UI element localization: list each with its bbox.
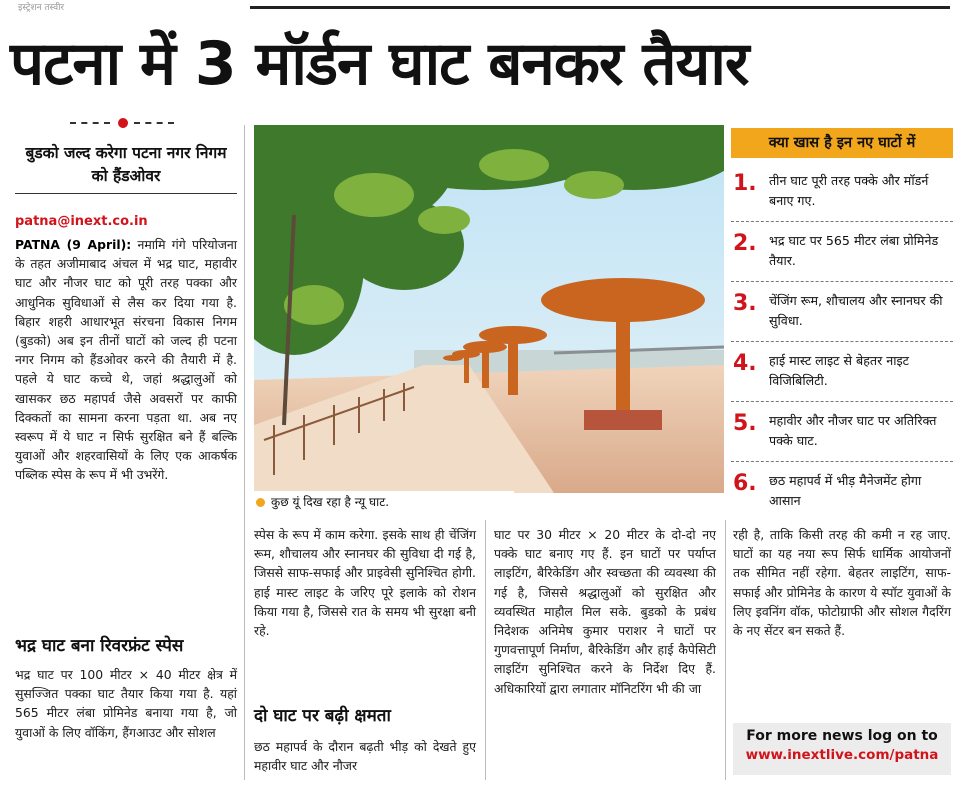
kicker: बुडको जल्द करेगा पटना नगर निगम को हैंडओवर [25,144,227,185]
photo-caption [254,491,514,513]
highlight-number: 1. [733,171,757,196]
promo-link[interactable]: www.inextlive.com/patna [745,747,939,763]
column-4-para: रही है, ताकि किसी तरह की कमी न रह जाए. घाटों का यह नया रूप सिर्फ धार्मिक आयोजनों तक सीमित नहीं रहेगा. बेहतर लाइटिंग, साफ-सफाई और प्रोमिनेड के कारण ये स्पॉट युवाओं के लिए इवनिंग वॉक, फोटोग्राफी और सोशल गैदरिंग के नए सेंटर बन सकते हैं. [733,527,951,639]
caption-bullet-icon [256,498,265,507]
highlight-item [731,343,953,402]
highlights-box [731,125,953,525]
column-2-para-1: स्पेस के रूप में काम करेगा. इसके साथ ही चेंजिंग रूम, शौचालय और स्नानघर की सुविधा दी गई है, जिससे साफ-सफाई और प्राइवेसी सुनिश्चित होगी. हाई मास्ट लाइट के जरिए पूरे इलाके को रोशन किया गया है, जिससे रात के समय भी सुरक्षा बनी रहे. [254,527,476,639]
caption-text: कुछ यूं दिख रहा है न्यू घाट. [271,495,390,509]
column-3-para: घाट पर 30 मीटर × 20 मीटर के दो-दो नए पक्के घाट बनाए गए हैं. इन घाटों पर पर्याप्त लाइटिंग, बैरिकेडिंग और स्वच्छता की व्यवस्था की गई है, जिससे श्रद्धालुओं को सुरक्षित और व्यवस्थित माहौल मिल सके. बुडको के प्रबंध निदेशक अनिमेष कुमार पराशर ने घाटों पर गुणवत्तापूर्ण निर्माण, बैरिकेडिंग और हाई कैपेसिटी लाइटिंग सुनिश्चित करने के निर्देश दिए हैं. अधिकारियों द्वारा लगातार मॉनिटरिंग भी की जा [494,527,716,696]
ghat-photo [254,125,724,493]
top-rule [250,6,950,9]
promo-line: For more news log on to [746,728,938,744]
highlight-text: चेंजिंग रूम, शौचालय और स्नानघर की सुविधा. [769,293,943,328]
highlight-number: 2. [733,231,757,256]
highlight-item [731,163,953,222]
column-1-text-1: नमामि गंगे परियोजना के तहत अजीमाबाद अंचल में भद्र घाट, महावीर घाट और नौजर घाट को पूरी तरह पक्का और आधुनिक सुविधाओं से लैस कर दिया गया है. बिहार शहरी आधारभूत संरचना विकास निगम (बुडको) अब इन तीनों घाटों को जल्द ही पटना नगर निगम को हैंडओवर करने की तैयारी में है. पहले ये घाट कच्चे थे, जहां श्रद्धालुओं को खासकर छठ महापर्व जैसे अवसरों पर काफी दिक्कतों का सामना करना पड़ता था. अब नए स्वरूप में ये घाट न सिर्फ सुरक्षित बने हैं बल्कि युवाओं और शहरवासियों के लिए एक आकर्षक पब्लिक स्पेस के रूप में भी उभरेंगे. [15,237,237,483]
column-2-para-2: छठ महापर्व के दौरान बढ़ती भीड़ को देखते हुए महावीर घाट और नौजर [254,739,476,774]
column-divider [485,520,486,780]
top-faint-text: इस्ट्रेशन तस्वीर [18,3,65,13]
highlight-item [731,283,953,342]
highlight-number: 6. [733,471,757,496]
highlight-text: भद्र घाट पर 565 मीटर लंबा प्रोमिनेड तैयार. [769,233,939,268]
column-divider [244,125,245,780]
highlight-text: छठ महापर्व में भीड़ मैनेजमेंट होगा आसान [769,473,922,508]
column-divider [725,520,726,780]
column-1-para-1 [15,235,237,485]
highlights-title: क्या खास है इन नए घाटों में [731,128,953,158]
ghat-illustration [254,125,724,493]
subhead-two-ghats: दो घाट पर बढ़ी क्षमता [254,706,391,726]
dateline: PATNA (9 April): [15,237,132,252]
highlight-item [731,403,953,462]
highlight-number: 4. [733,351,757,376]
reporter-email[interactable]: patna@inext.co.in [15,214,148,229]
kicker-ornament [70,118,180,128]
highlight-text: हाई मास्ट लाइट से बेहतर नाइट विजिबिलिटी. [769,353,910,388]
subhead-bhadra-ghat: भद्र घाट बना रिवरफ्रंट स्पेस [15,636,184,656]
highlight-item [731,223,953,282]
column-1-para-2: भद्र घाट पर 100 मीटर × 40 मीटर क्षेत्र में सुसज्जित पक्का घाट तैयार किया गया है. यहां 565 मीटर लंबा प्रोमिनेड बनाया गया है, जो युवाओं के लिए वॉकिंग, हैंगआउट और सोशल [15,667,237,740]
kicker-rule [15,193,237,194]
highlight-number: 5. [733,411,757,436]
highlight-text: महावीर और नौजर घाट पर अतिरिक्त पक्के घाट. [769,413,937,448]
promo-box [733,723,951,775]
headline: पटना में 3 मॉर्डन घाट बनकर तैयार [10,29,749,99]
highlight-item [731,463,953,521]
highlight-number: 3. [733,291,757,316]
highlight-text: तीन घाट पूरी तरह पक्के और मॉडर्न बनाए गए. [769,173,929,208]
